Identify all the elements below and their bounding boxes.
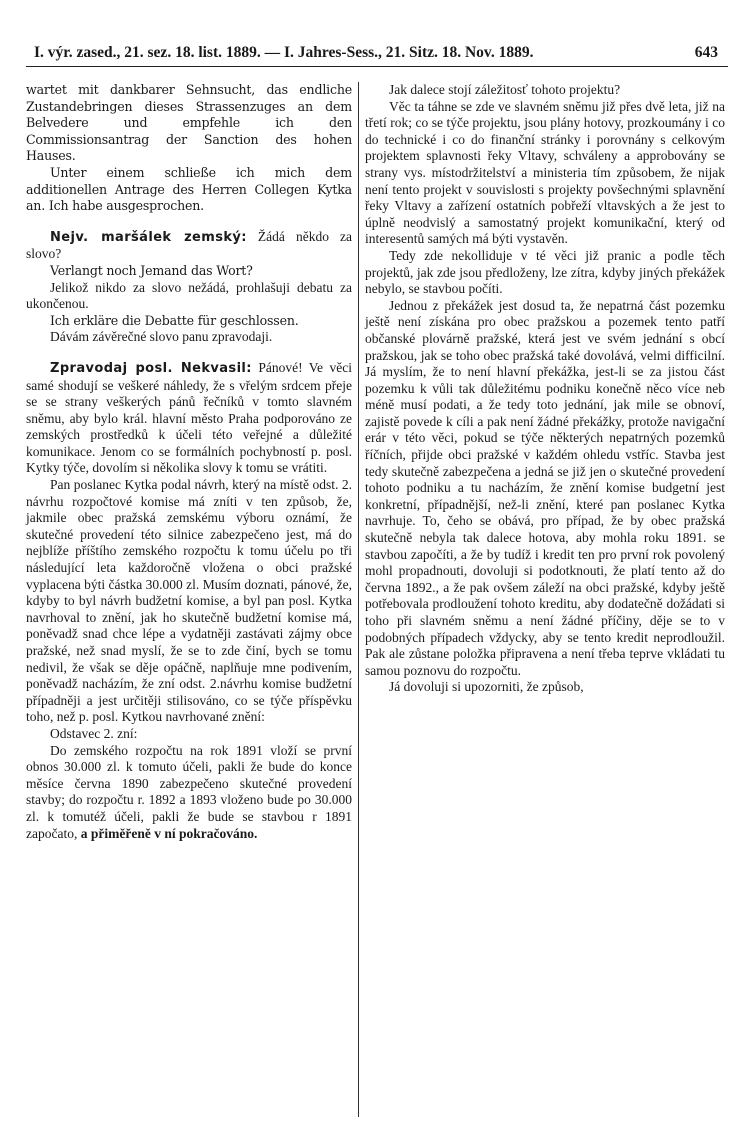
paragraph-text: Verlangt noch Jemand das Wort? xyxy=(50,262,253,278)
paragraph-gap xyxy=(26,215,352,229)
left-column xyxy=(26,82,352,842)
right-column xyxy=(365,82,725,696)
paragraph xyxy=(365,248,725,298)
paragraph xyxy=(365,99,725,248)
running-head: I. výr. zased., 21. sez. 18. list. 1889. — I. Jahres-Sess., 21. Sitz. 18. Nov. 1889. xyxy=(34,44,534,61)
paragraph-text: Pánové! Ve věci samé shodují se veškeré náhledy, že s vřelým srdcem přeje se se strany veškerých pánů řečníků v tomto slavném sněmu, aby bylo král. hlavní město Praha podporováno ze zemských prostředků k účeli této veřejné a důležité komunikace. Jenom co se formálních pochybností p. posl. Kytky týče, dovolím si několika slovy k tomu se vrátiti. xyxy=(26,359,352,476)
paragraph-text: Ich erkläre die Debatte für geschlossen. xyxy=(50,312,299,328)
paragraph xyxy=(26,280,352,313)
paragraph xyxy=(365,298,725,680)
paragraph-text: Věc ta táhne se zde ve slavném sněmu již přes dvě leta, již na třetí rok; co se týče projektu, jsou plány hotovy, prozkoumány i co do technické i co do finanční stránky i porovnány s celkovým projektem splavnosti řeky Vltavy, schváleny a approbovány se strany vys. místodržitelství a ministeria tím způsobem, že nijak není tento projekt v souvislosti s projekty povšechnými splavnění řeky Vltavy a zařízení ostatních pobřeží vltavských a že jest to úplně neodvislý a samostatný projekt komunikační, který od interesentů samých má býti vystavěn. xyxy=(365,98,725,247)
speaker-name: Zpravodaj posl. Nekvasil: xyxy=(50,360,252,376)
paragraph-gap xyxy=(26,346,352,360)
paragraph-text: Dávám závěrečné slovo panu zpravodaji. xyxy=(50,329,273,345)
paragraph-text: Tedy zde nekolliduje v té věci již pranic a podle těch projektů, jak zde jsou předloženy, lze zítra, kdyby jiných překážek nebylo, se stavbou počíti. xyxy=(365,247,725,297)
paragraph xyxy=(26,165,352,215)
paragraph xyxy=(26,743,352,843)
paragraph xyxy=(26,726,352,743)
column-divider xyxy=(358,82,359,1117)
paragraph-text: Jednou z překážek jest dosud ta, že nepatrná část pozemku ještě není získána pro obec pražskou a pozemek tento patří občanské plovárně pražské, která jest ve svém jednání s obcí pražskou, jak se toho obec pražská také dovolává, velmi difficilní. Já myslím, že to není hlavní překážka, jest-li se za jistou část pozemku k vůli tak důležitému podniku konečně něco více neb méně musí podati, a že tedy toto jednání, jak mile se obnoví, zajistě povede k cíli a pak není žádné překážky, protože navigační erár v této věci, pokud se týče některých nepatrných pozemků říčních, přijde obci pražské v každém ohledu vstříc. Stavba jest tedy skutečně zabezpečena a jedná se již jen o skutečné provedení tohoto podniku a tu nacházím, že znění komise budgetní jest konkretní, případnější, než-li znění, které pan poslanec Kytka navrhuje. To, čeho se obává, pro případ, že by obec pražská skutečně nebyla tak dalece hotova, aby mohla roku 1891. se stavbou započíti, a že by tudíž i kredit ten pro první rok povolený mohl propadnouti, dovoluji si podotknouti, že platí tento až do června 1892., a že pak ovšem záleží na obci pražské, kdyby ještě potřebovala prodloužení tohoto kreditu, aby dodatečně dožádati si toho při slavném sněmu a není žádné příčiny, děje se to v podobných případech vždycky, aby se tento kredit neprodloužil. Pak ale zůstane položka připravena a není třeba teprve vkládati tu samou poznovu do rozpočtu. xyxy=(365,297,725,678)
paragraph-text: Unter einem schließe ich mich dem additionellen Antrage des Herren Collegen Kytka an. Ich habe ausgesprochen. xyxy=(26,164,352,214)
paragraph-text: Odstavec 2. zní: xyxy=(50,725,138,741)
speaker-name: Nejv. maršálek zemský: xyxy=(50,229,247,245)
paragraph-text: wartet mit dankbarer Sehnsucht, das endliche Zustandebringen dieses Strassenzuges an dem Belvedere und empfehle ich den Commissionsantrag der Sanction des hohen Hauses. xyxy=(26,82,352,164)
paragraph-text: Jelikož nikdo za slovo nežádá, prohlašuji debatu za ukončenou. xyxy=(26,279,352,312)
paragraph xyxy=(26,82,352,165)
page-header xyxy=(26,44,726,66)
paragraph-text: Pan poslanec Kytka podal návrh, který na místě odst. 2. návrhu rozpočtové komise má zníti v ten způsob, že, jakmile obec pražská zemskému výboru oznámí, že skutečné provedení této silnice zabezpečeno jest, má do nejblíže příštího zemského rozpočtu k tomu účelu po tři následující leta každoročně vložena o obci pražské vyplacena býti částka 30.000 zl. Musím doznati, pánové, že, kdyby to byl návrh budžetní komise, a byl pan posl. Kytka navrhoval to znění, jak ho skutečně budžetní komise má, poněvadž snad chce lépe a vydatněji zastávati zájmy obce pražské, než snad myslí, že se to zde činí, bych se tomu nedivil, že však se děje opáčně, naplňuje mne podivením, poněvadž nacházím, že zní odst. 2.návrhu komise budžetní případněji a jest určitěji stilisováno, co se týče příspěvku toho, než p. posl. Kytkou navrhované znění: xyxy=(26,477,352,725)
paragraph xyxy=(26,229,352,263)
paragraph-text: Do zemského rozpočtu na rok 1891 vloží se první obnos 30.000 zl. k tomuto účeli, pakli že bude do konce měsíce června 1890 zabezpečeno skutečné provedení stavby; do rozpočtu r. 1892 a 1893 vloženo bude po 30.000 zl. k tomutéž účeli, pakli že bude se stavbou r 1891 započato, xyxy=(26,742,352,841)
header-rule xyxy=(26,66,728,67)
emphasis-text: a přiměřeně v ní pokračováno. xyxy=(80,825,258,841)
paragraph xyxy=(26,329,352,346)
paragraph xyxy=(365,82,725,99)
paragraph-text: Jak dalece stojí záležitosť tohoto projektu? xyxy=(389,82,621,97)
paragraph xyxy=(26,313,352,330)
paragraph xyxy=(26,477,352,726)
paragraph xyxy=(26,263,352,280)
paragraph-text: Já dovoluji si upozorniti, že způsob, xyxy=(389,679,584,695)
paragraph xyxy=(365,679,725,696)
paragraph xyxy=(26,360,352,477)
page-number: 643 xyxy=(694,44,718,61)
paragraph-text: Žádá někdo za slovo? xyxy=(26,228,352,262)
